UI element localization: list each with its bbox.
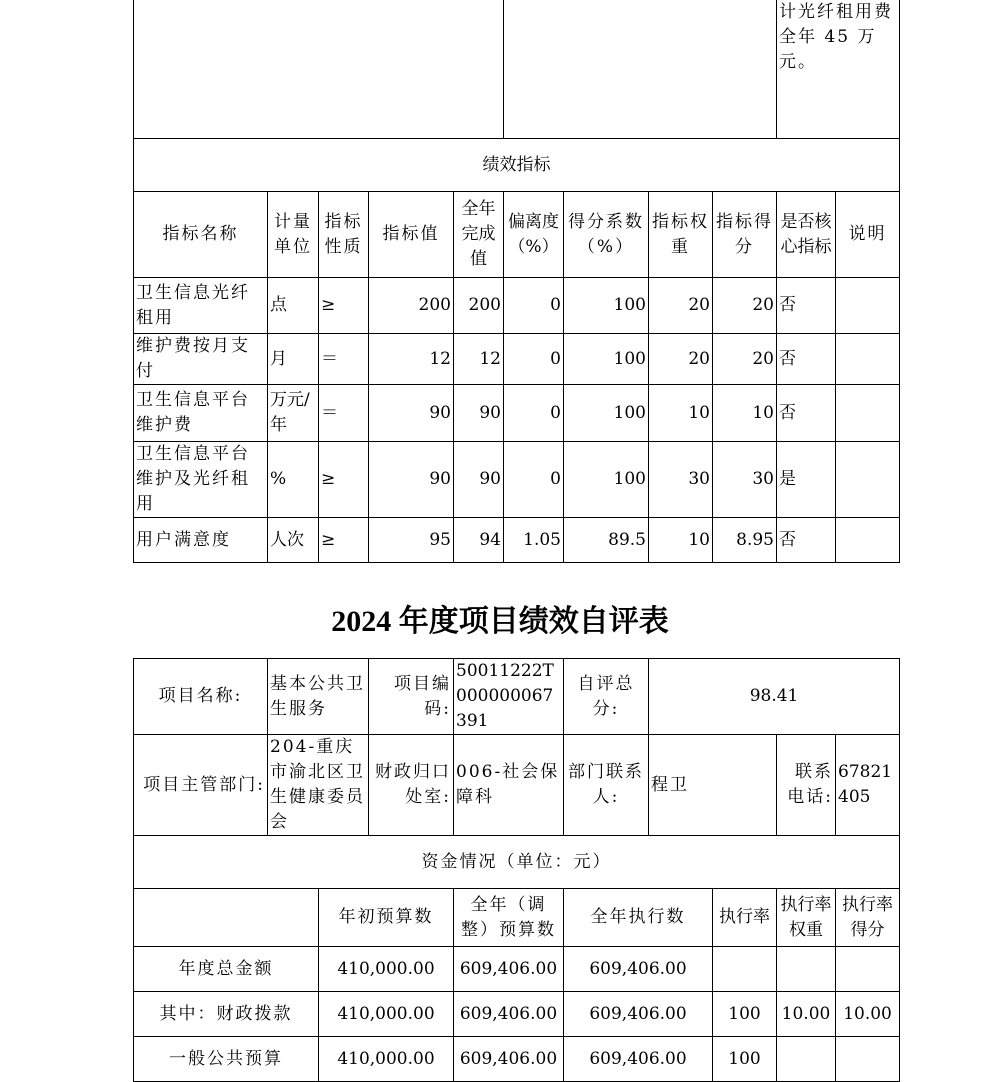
funds-header-cell [134, 889, 319, 947]
indicator-actual: 90 [454, 385, 504, 442]
indicator-weight: 10 [649, 518, 713, 563]
header-cell: 指标得分 [713, 192, 777, 278]
empty-cell [504, 0, 777, 139]
header-cell: 偏离度（%） [504, 192, 564, 278]
indicator-score: 10 [713, 385, 777, 442]
header-cell: 指标值 [369, 192, 454, 278]
indicator-name: 卫生信息平台维护及光纤租用 [134, 442, 268, 518]
indicator-unit: 点 [268, 278, 319, 334]
funds-header-cell: 执行率权重 [777, 889, 836, 947]
indicator-nature: ≥ [319, 442, 369, 518]
header-cell: 是否核心指标 [777, 192, 836, 278]
indicator-core: 否 [777, 385, 836, 442]
funds-score [836, 947, 900, 992]
funds-row-label: 其中：财政拨款 [134, 992, 319, 1037]
funds-initial: 410,000.00 [319, 992, 454, 1037]
funds-initial: 410,000.00 [319, 1037, 454, 1082]
indicator-note [836, 442, 900, 518]
indicator-unit: 万元/年 [268, 385, 319, 442]
indicator-actual: 90 [454, 442, 504, 518]
table-row [134, 334, 900, 385]
funds-score [836, 1037, 900, 1082]
funds-rate [713, 947, 777, 992]
form-title: 2024 年度项目绩效自评表 [331, 605, 669, 638]
funds-header-cell: 年初预算数 [319, 889, 454, 947]
indicator-deviation: 0 [504, 334, 564, 385]
project-name-label: 项目名称: [134, 659, 268, 735]
contact-label: 部门联系人: [564, 735, 649, 836]
continued-row [134, 0, 900, 139]
indicator-name: 卫生信息平台维护费 [134, 385, 268, 442]
indicator-core: 是 [777, 442, 836, 518]
indicator-weight: 10 [649, 385, 713, 442]
self-score-label: 自评总分: [564, 659, 649, 735]
header-cell: 全年完成值 [454, 192, 504, 278]
department-row [134, 735, 900, 836]
header-cell: 说明 [836, 192, 900, 278]
project-code-label: 项目编码: [369, 659, 454, 735]
funds-score: 10.00 [836, 992, 900, 1037]
table-row [134, 385, 900, 442]
continued-text: 计光纤租用费全年 45 万元。 [777, 0, 900, 139]
funds-header-cell: 执行率 [713, 889, 777, 947]
header-cell: 得分系数（%） [564, 192, 649, 278]
indicator-target: 200 [369, 278, 454, 334]
self-evaluation-table [133, 658, 900, 1082]
indicator-target: 95 [369, 518, 454, 563]
table-row [134, 278, 900, 334]
indicator-deviation: 0 [504, 278, 564, 334]
empty-cell [134, 0, 504, 139]
section-title: 绩效指标 [134, 139, 900, 192]
funds-executed: 609,406.00 [564, 947, 713, 992]
funds-header-cell: 全年（调整）预算数 [454, 889, 564, 947]
header-row [134, 192, 900, 278]
indicator-score: 30 [713, 442, 777, 518]
indicator-score: 8.95 [713, 518, 777, 563]
funds-row [134, 992, 900, 1037]
indicator-coefficient: 100 [564, 385, 649, 442]
indicator-core: 否 [777, 518, 836, 563]
funds-weight [777, 1037, 836, 1082]
project-code-value: 50011222T000000067391 [454, 659, 564, 735]
indicator-score: 20 [713, 334, 777, 385]
indicator-actual: 12 [454, 334, 504, 385]
funds-header-cell: 全年执行数 [564, 889, 713, 947]
finance-label: 财政归口处室: [369, 735, 454, 836]
dept-value: 204-重庆市渝北区卫生健康委员会 [268, 735, 369, 836]
funds-rate: 100 [713, 1037, 777, 1082]
indicator-deviation: 1.05 [504, 518, 564, 563]
finance-value: 006-社会保障科 [454, 735, 564, 836]
indicator-core: 否 [777, 278, 836, 334]
indicator-actual: 94 [454, 518, 504, 563]
indicator-nature: ＝ [319, 385, 369, 442]
indicator-weight: 30 [649, 442, 713, 518]
indicator-note [836, 278, 900, 334]
phone-value: 67821405 [836, 735, 900, 836]
indicator-deviation: 0 [504, 385, 564, 442]
header-cell: 计量单位 [268, 192, 319, 278]
funds-rate: 100 [713, 992, 777, 1037]
indicator-target: 12 [369, 334, 454, 385]
funds-row [134, 947, 900, 992]
indicator-nature: ＝ [319, 334, 369, 385]
indicator-deviation: 0 [504, 442, 564, 518]
funds-adjusted: 609,406.00 [454, 1037, 564, 1082]
indicator-weight: 20 [649, 334, 713, 385]
indicator-note [836, 334, 900, 385]
performance-indicator-table [133, 0, 900, 563]
funds-row-label: 一般公共预算 [134, 1037, 319, 1082]
indicator-coefficient: 100 [564, 334, 649, 385]
table-row [134, 518, 900, 563]
funds-executed: 609,406.00 [564, 1037, 713, 1082]
header-cell: 指标性质 [319, 192, 369, 278]
indicator-target: 90 [369, 442, 454, 518]
indicator-unit: % [268, 442, 319, 518]
project-info-row [134, 659, 900, 735]
dept-label: 项目主管部门: [134, 735, 268, 836]
funds-row-label: 年度总金额 [134, 947, 319, 992]
indicator-weight: 20 [649, 278, 713, 334]
funds-adjusted: 609,406.00 [454, 947, 564, 992]
indicator-actual: 200 [454, 278, 504, 334]
indicator-coefficient: 100 [564, 278, 649, 334]
funds-weight: 10.00 [777, 992, 836, 1037]
funds-section-title: 资金情况（单位：元） [134, 836, 900, 889]
contact-value: 程卫 [649, 735, 777, 836]
funds-row [134, 1037, 900, 1082]
funds-initial: 410,000.00 [319, 947, 454, 992]
funds-weight [777, 947, 836, 992]
indicator-score: 20 [713, 278, 777, 334]
indicator-nature: ≥ [319, 518, 369, 563]
indicator-name: 卫生信息光纤租用 [134, 278, 268, 334]
indicator-note [836, 518, 900, 563]
indicator-name: 用户满意度 [134, 518, 268, 563]
header-cell: 指标权重 [649, 192, 713, 278]
phone-label: 联系电话: [777, 735, 836, 836]
table-row [134, 442, 900, 518]
funds-executed: 609,406.00 [564, 992, 713, 1037]
project-name-value: 基本公共卫生服务 [268, 659, 369, 735]
self-score-value: 98.41 [649, 659, 900, 735]
indicator-coefficient: 89.5 [564, 518, 649, 563]
funds-header-cell: 执行率得分 [836, 889, 900, 947]
indicator-core: 否 [777, 334, 836, 385]
indicator-unit: 人次 [268, 518, 319, 563]
header-cell: 指标名称 [134, 192, 268, 278]
indicator-target: 90 [369, 385, 454, 442]
indicator-note [836, 385, 900, 442]
indicator-name: 维护费按月支付 [134, 334, 268, 385]
funds-adjusted: 609,406.00 [454, 992, 564, 1037]
indicator-unit: 月 [268, 334, 319, 385]
indicator-nature: ≥ [319, 278, 369, 334]
indicator-coefficient: 100 [564, 442, 649, 518]
funds-header-row [134, 889, 900, 947]
